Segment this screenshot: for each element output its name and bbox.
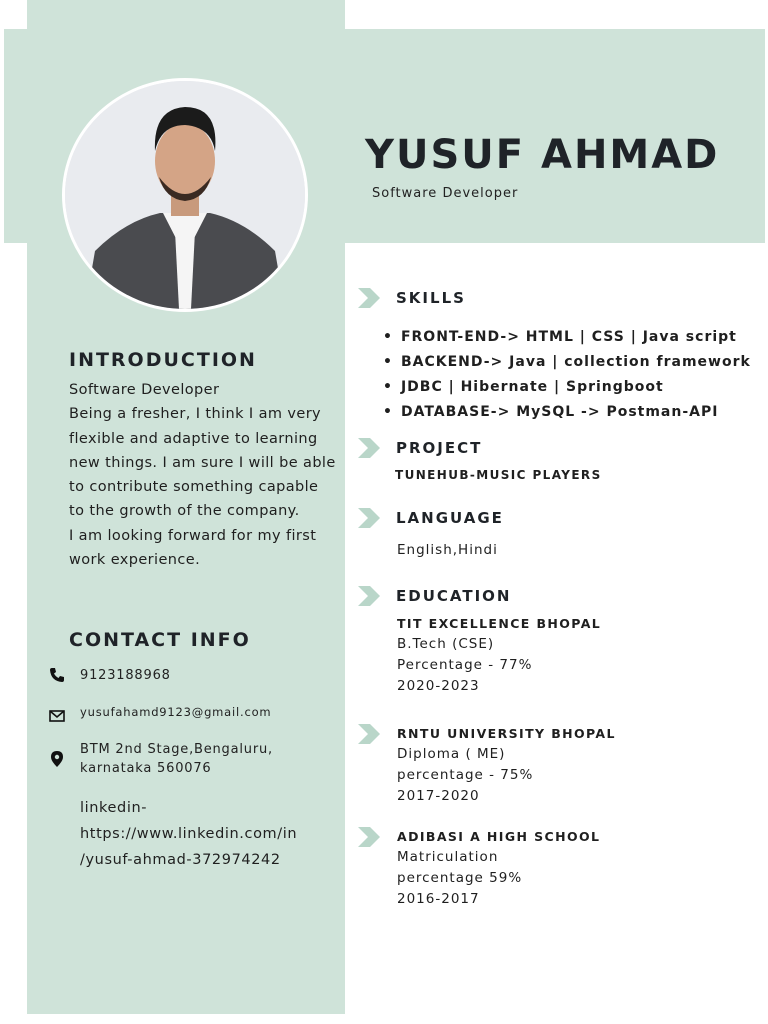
linkedin-url: /yusuf-ahmad-372974242	[80, 852, 281, 868]
education-degree: B.Tech (CSE)	[397, 636, 495, 652]
project-title: TUNEHUB-MUSIC PLAYERS	[395, 468, 602, 482]
education-section-header	[358, 586, 511, 606]
introduction-heading: INTRODUCTION	[69, 349, 257, 371]
chevron-right-icon	[358, 724, 384, 744]
chevron-right-icon	[358, 586, 384, 606]
address-line: BTM 2nd Stage,Bengaluru,	[80, 742, 273, 757]
project-name	[395, 465, 602, 486]
education-score: Percentage - 77%	[397, 657, 533, 673]
chevron-right-icon	[358, 827, 384, 847]
education-entry-marker	[358, 827, 396, 847]
email-address: yusufahamd9123@gmail.com	[80, 705, 272, 719]
intro-line: Software Developer	[69, 382, 220, 398]
chevron-right-icon	[358, 288, 384, 308]
intro-line: I am looking forward for my first work experience.	[69, 527, 317, 569]
envelope-icon	[48, 707, 66, 725]
education-school: RNTU UNIVERSITY BHOPAL	[397, 726, 616, 741]
intro-line: Being a fresher, I think I am very flexible and adaptive to learning new things. I am sure I will be able to contribute something capable to the growth of the company.	[69, 406, 336, 520]
skill-item: • JDBC | Hibernate | Springboot	[383, 375, 751, 400]
contact-address	[48, 740, 273, 778]
education-school: TIT EXCELLENCE BHOPAL	[397, 616, 602, 631]
education-entry	[397, 613, 601, 697]
education-score: percentage 59%	[397, 870, 523, 886]
skills-section-header	[358, 288, 466, 308]
language-heading: LANGUAGE	[396, 509, 504, 527]
introduction-text	[69, 378, 337, 572]
education-years: 2020-2023	[397, 678, 480, 694]
education-degree: Matriculation	[397, 849, 499, 865]
education-school: ADIBASI A HIGH SCHOOL	[397, 829, 601, 844]
education-years: 2016-2017	[397, 891, 480, 907]
education-degree: Diploma ( ME)	[397, 746, 506, 762]
education-years: 2017-2020	[397, 788, 480, 804]
phone-number: 9123188968	[80, 668, 171, 683]
profile-photo	[62, 78, 308, 312]
address-text	[80, 740, 273, 778]
address-line: karnataka 560076	[80, 761, 212, 776]
contact-email	[48, 703, 271, 725]
contact-heading: CONTACT INFO	[69, 629, 251, 651]
skills-list	[383, 325, 751, 425]
project-section-header	[358, 438, 482, 458]
linkedin-block	[80, 795, 330, 873]
education-entry-marker	[358, 724, 396, 744]
skill-item: • FRONT-END-> HTML | CSS | Java script	[383, 325, 751, 350]
linkedin-label: linkedin-	[80, 800, 148, 816]
contact-phone	[48, 666, 171, 685]
candidate-role: Software Developer	[372, 186, 519, 201]
project-heading: PROJECT	[396, 439, 483, 457]
skills-heading: SKILLS	[396, 289, 466, 307]
education-heading: EDUCATION	[396, 587, 512, 605]
phone-icon	[48, 666, 66, 684]
skill-item: • BACKEND-> Java | collection framework	[383, 350, 751, 375]
profile-photo-illustration	[65, 81, 305, 309]
skill-item: • DATABASE-> MySQL -> Postman-API	[383, 400, 751, 425]
education-entry	[397, 723, 616, 807]
location-pin-icon	[48, 750, 66, 768]
candidate-name: YUSUF AHMAD	[365, 132, 720, 178]
chevron-right-icon	[358, 438, 384, 458]
chevron-right-icon	[358, 508, 384, 528]
language-value: English,Hindi	[397, 542, 498, 558]
language-section-header	[358, 508, 504, 528]
linkedin-url: https://www.linkedin.com/in	[80, 826, 298, 842]
education-entry	[397, 826, 600, 910]
education-score: percentage - 75%	[397, 767, 534, 783]
